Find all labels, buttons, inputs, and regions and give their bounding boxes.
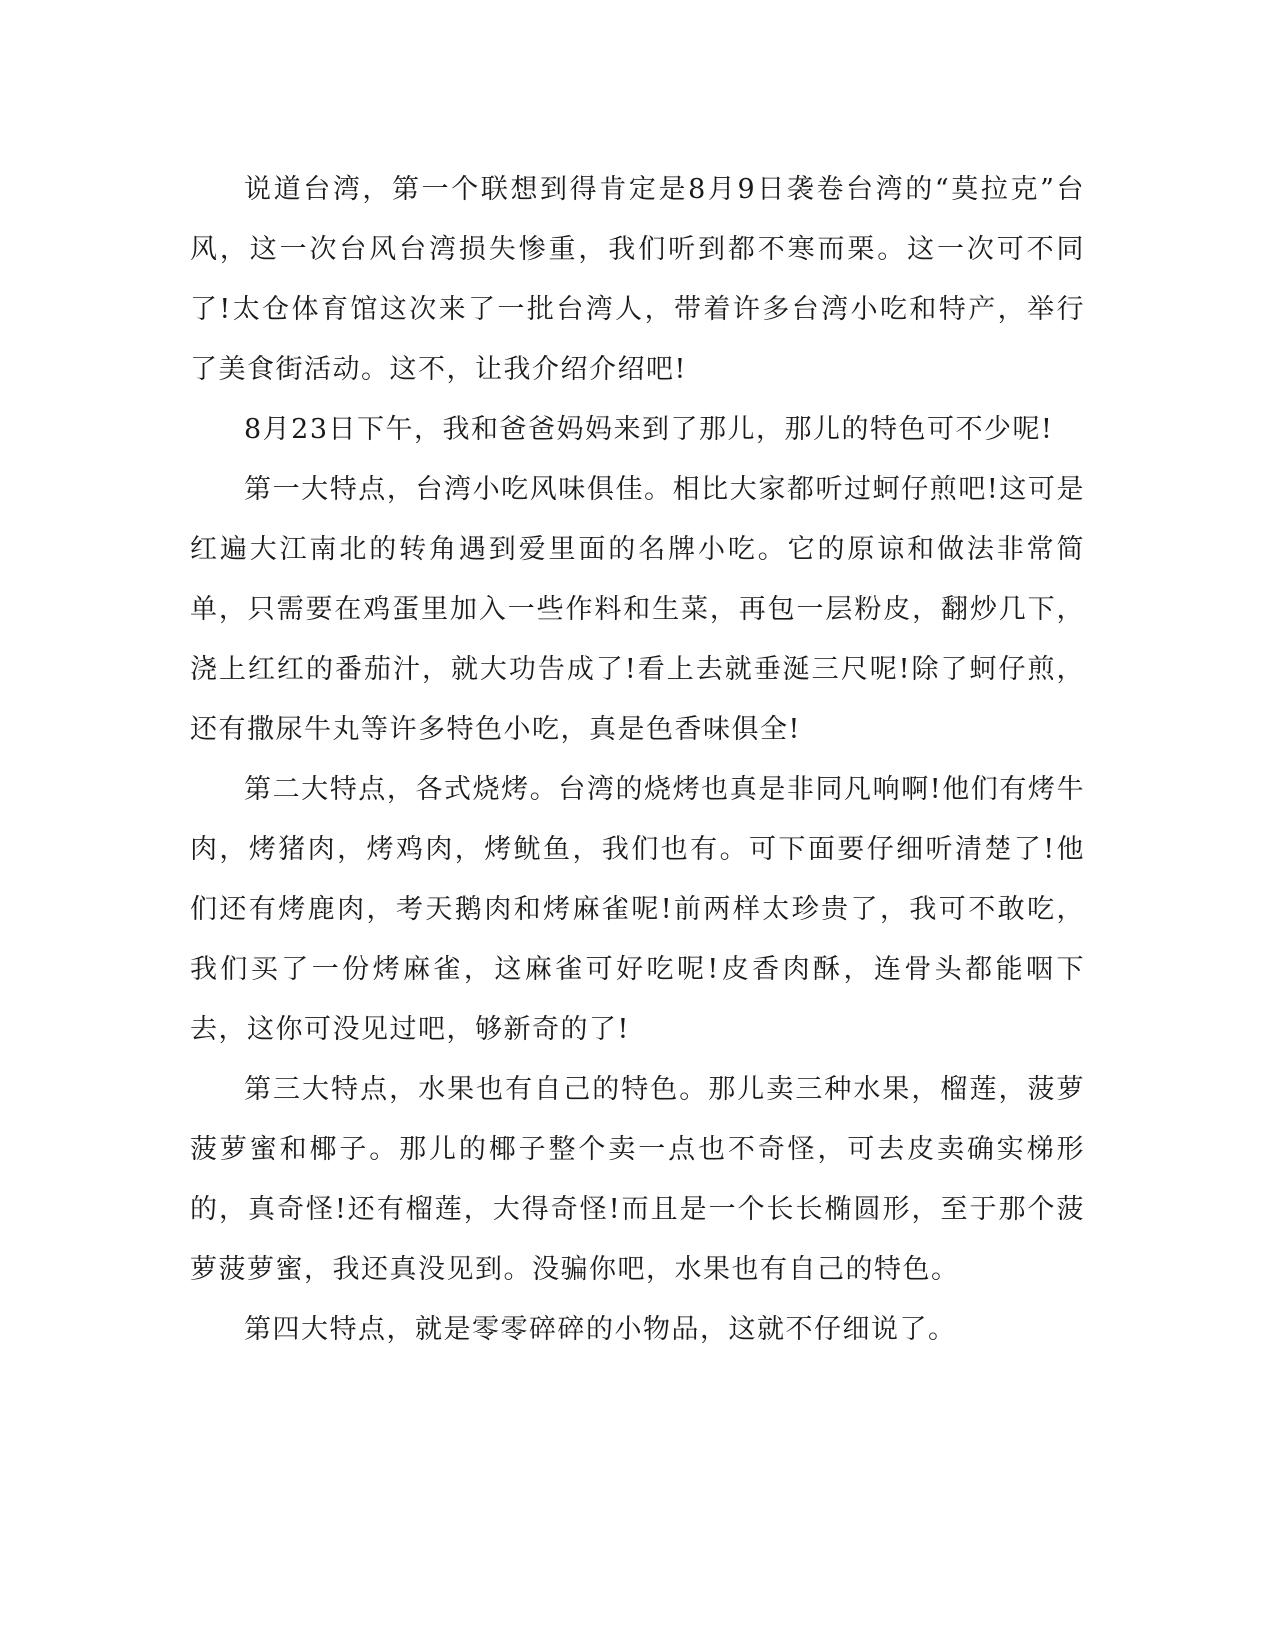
paragraph-feature-3: 第三大特点，水果也有自己的特色。那儿卖三种水果，榴莲，菠萝菠萝蜜和椰子。那儿的椰子整个卖一点也不奇怪，可去皮卖确实梯形的，真奇怪!还有榴莲，大得奇怪!而且是一个长长椭圆形，至于那个菠萝菠萝蜜，我还真没见到。没骗你吧，水果也有自己的特色。 <box>190 1074 1085 1285</box>
paragraph-date: 8月23日下午，我和爸爸妈妈来到了那儿，那儿的特色可不少呢! <box>244 414 1054 445</box>
paragraph-feature-4: 第四大特点，就是零零碎碎的小物品，这就不仔细说了。 <box>244 1314 957 1345</box>
paragraph-feature-2: 第二大特点，各式烧烤。台湾的烧烤也真是非同凡响啊!他们有烤牛肉，烤猪肉，烤鸡肉，烤鱿鱼，我们也有。可下面要仔细听清楚了!他们还有烤鹿肉，考天鹅肉和烤麻雀呢!前两样太珍贵了，我可不敢吃，我们买了一份烤麻雀，这麻雀可好吃呢!皮香肉酥，连骨头都能咽下去，这你可没见过吧，够新奇的了! <box>190 774 1085 1045</box>
document-body <box>190 160 1085 1360</box>
paragraph-intro: 说道台湾，第一个联想到得肯定是8月9日袭卷台湾的“莫拉克”台风，这一次台风台湾损失惨重，我们听到都不寒而栗。这一次可不同了!太仓体育馆这次来了一批台湾人，带着许多台湾小吃和特产，举行了美食街活动。这不，让我介绍介绍吧! <box>190 174 1085 385</box>
paragraph-feature-1: 第一大特点，台湾小吃风味俱佳。相比大家都听过蚵仔煎吧!这可是红遍大江南北的转角遇到爱里面的名牌小吃。它的原谅和做法非常简单，只需要在鸡蛋里加入一些作料和生菜，再包一层粉皮，翻炒几下，浇上红红的番茄汁，就大功告成了!看上去就垂涎三尺呢!除了蚵仔煎，还有撒尿牛丸等许多特色小吃，真是色香味俱全! <box>190 474 1085 745</box>
